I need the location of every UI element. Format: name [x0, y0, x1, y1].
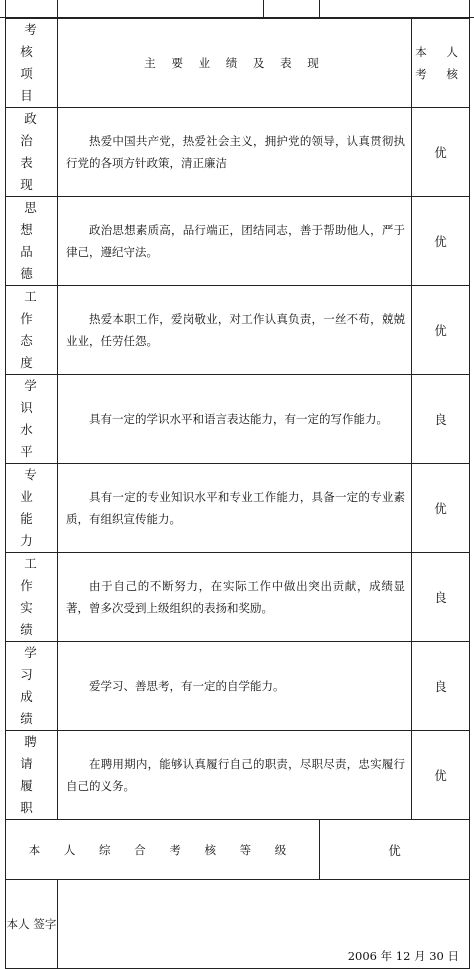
row-description: 具有一定的专业知识水平和专业工作能力，具备一定的专业素质，有组织宣传能力。: [58, 464, 412, 553]
signature-row: [6, 880, 470, 969]
overall-rating-value: 优: [320, 820, 470, 880]
table-row: [6, 553, 470, 642]
summary-row: [6, 820, 470, 880]
overall-rating-label: 本 人 综 合 考 核 等 级: [6, 820, 320, 880]
row-description: 政治思想素质高，品行端正，团结同志，善于帮助他人，严于律己，遵纪守法。: [58, 197, 412, 286]
divider: [469, 0, 470, 18]
row-grade: 良: [412, 642, 470, 731]
table-row: [6, 197, 470, 286]
table-row: [6, 642, 470, 731]
row-label: 政 治 表 现: [6, 108, 58, 197]
row-grade: 优: [412, 108, 470, 197]
row-label: 专 业 能 力: [6, 464, 58, 553]
row-grade: 优: [412, 731, 470, 820]
row-grade: 优: [412, 286, 470, 375]
top-table-edge: [0, 0, 474, 18]
divider: [5, 0, 6, 18]
row-description: 具有一定的学识水平和语言表达能力，有一定的写作能力。: [58, 375, 412, 464]
row-label: 工 作 态 度: [6, 286, 58, 375]
row-label: 思 想 品 德: [6, 197, 58, 286]
row-description: 爱学习、善思考，有一定的自学能力。: [58, 642, 412, 731]
divider: [57, 0, 58, 18]
table-row: [6, 731, 470, 820]
table-row: [6, 108, 470, 197]
row-description: 在聘用期内，能够认真履行自己的职责，尽职尽责，忠实履行自己的义务。: [58, 731, 412, 820]
row-description: 由于自己的不断努力，在实际工作中做出突出贡献，成绩显著，曾多次受到上级组织的表扬和奖励。: [58, 553, 412, 642]
table-header-row: [6, 19, 470, 108]
row-description: 热爱中国共产党，热爱社会主义，拥护党的领导，认真贯彻执行党的各项方针政策，清正廉洁: [58, 108, 412, 197]
row-label: 学 识 水 平: [6, 375, 58, 464]
row-grade: 良: [412, 553, 470, 642]
row-grade: 优: [412, 197, 470, 286]
table-row: [6, 464, 470, 553]
row-label: 工 作 实 绩: [6, 553, 58, 642]
signature-date: 2006 年 12 月 30 日: [347, 949, 460, 963]
header-main-performance: 主 要 业 绩 及 表 现: [58, 19, 412, 108]
signature-area[interactable]: [58, 880, 470, 969]
table-row: [6, 375, 470, 464]
divider: [319, 0, 320, 18]
row-description: 热爱本职工作，爱岗敬业，对工作认真负责，一丝不苟，兢兢业业，任劳任怨。: [58, 286, 412, 375]
row-grade: 良: [412, 375, 470, 464]
assessment-table: [5, 18, 470, 969]
row-label: 学 习 成 绩: [6, 642, 58, 731]
signature-label: 本人 签字: [6, 880, 58, 969]
row-label: 聘 请 履 职: [6, 731, 58, 820]
divider: [263, 0, 264, 18]
header-assessment-item: 考 核 项 目: [6, 19, 58, 108]
header-self-assessment: 本 人 考 核: [412, 19, 470, 108]
table-row: [6, 286, 470, 375]
row-grade: 优: [412, 464, 470, 553]
